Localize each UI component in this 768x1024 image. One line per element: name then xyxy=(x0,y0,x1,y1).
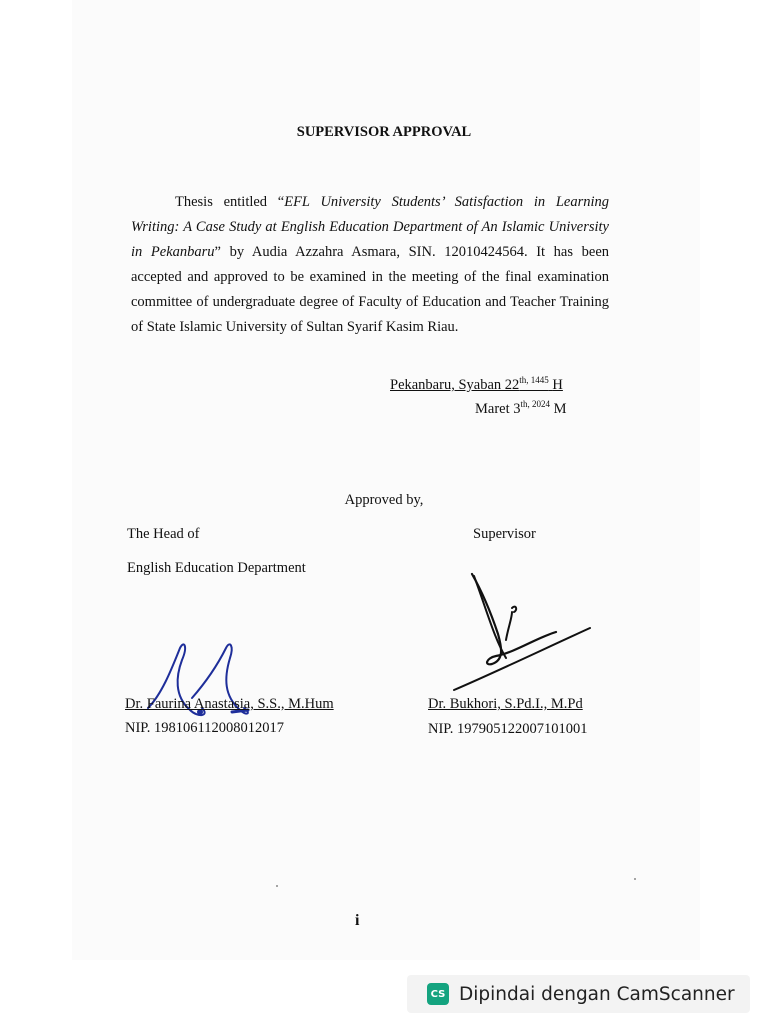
date-hijri: Pekanbaru, Syaban $22^{th, 1445}$ H xyxy=(390,375,563,393)
head-nip: NIP. 198106112008012017 xyxy=(125,720,284,736)
document-title: SUPERVISOR APPROVAL xyxy=(296,124,472,140)
camscanner-label: Dipindai dengan CamScanner xyxy=(459,983,735,1005)
approved-by-label: Approved by, xyxy=(344,492,424,508)
left-role-line2: English Education Department xyxy=(127,560,306,576)
scan-speck xyxy=(634,878,636,880)
right-role: Supervisor xyxy=(473,526,536,542)
author-text: ” by Audia Azzahra Asmara, SIN. 12010424564. It has been accepted and approved to be examined in the meeting of the final examination committee of undergraduate degree of Faculty of Education and Teacher Training of State Islamic University of Sultan Syarif Kasim Riau. xyxy=(131,244,610,335)
approval-paragraph xyxy=(131,190,609,340)
thesis-title: EFL University Students’ Satisfaction in Learning Writing: A Case Study at English Education Department of An Islamic University in Pekanbaru xyxy=(131,194,609,260)
date-gregorian: Maret $3^{th, 2024}$ M xyxy=(475,399,567,417)
left-role-line1: The Head of xyxy=(127,526,200,542)
supervisor-nip: NIP. 197905122007101001 xyxy=(428,721,588,737)
camscanner-watermark xyxy=(407,975,750,1013)
camscanner-logo-icon: CS xyxy=(427,983,449,1005)
document-page xyxy=(72,0,700,960)
head-name: Dr. Faurina Anastasia, S.S., M.Hum xyxy=(125,696,334,712)
supervisor-name: Dr. Bukhori, S.Pd.I., M.Pd xyxy=(428,696,583,712)
supervisor-signature xyxy=(446,568,596,698)
page-number: i xyxy=(355,912,360,929)
scan-speck xyxy=(276,885,278,887)
intro-text: Thesis entitled “ xyxy=(175,194,285,210)
